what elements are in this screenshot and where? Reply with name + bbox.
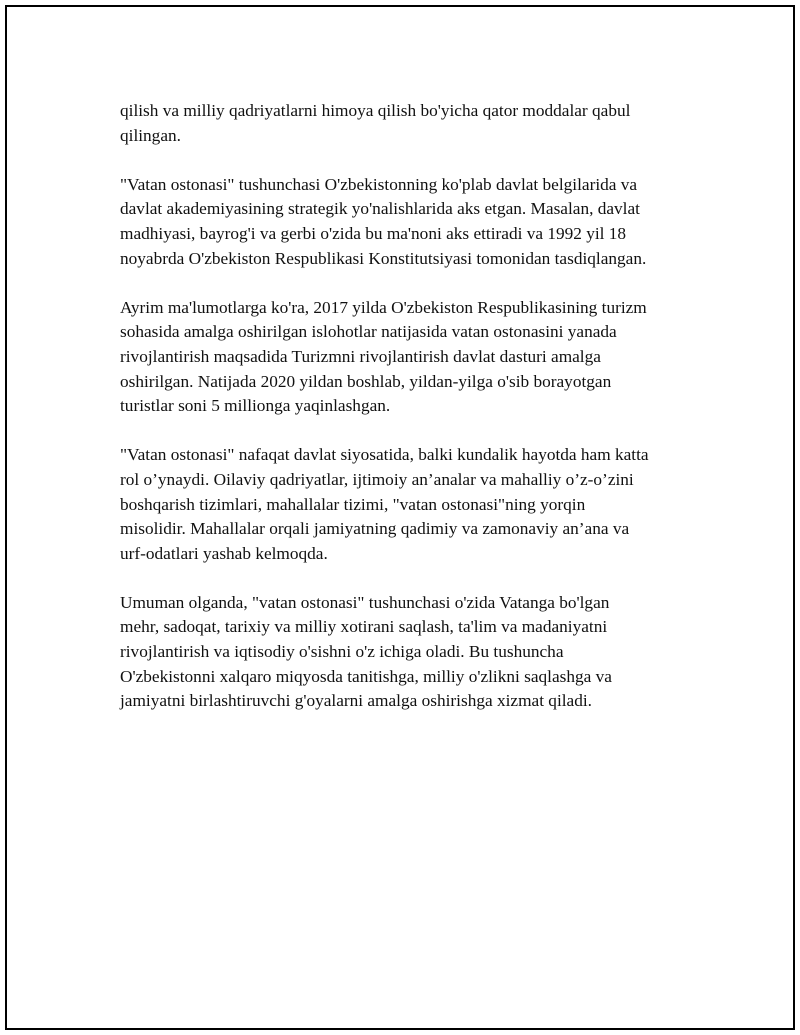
paragraph-tourism: Ayrim ma'lumotlarga ko'ra, 2017 yilda O'zbekiston Respublikasining turizm sohasida amalga oshirilgan islohotlar natijasida vatan ostonasini yanada rivojlantirish maqsadida Turizmni rivojlantirish davlat dasturi amalga oshirilgan. Natijada 2020 yildan boshlab, yildan-yilga o'sib borayotgan turistlar soni 5 millionga yaqinlashgan. <box>120 297 647 416</box>
paragraph-continuation: qilish va milliy qadriyatlarni himoya qilish bo'yicha qator moddalar qabul qilingan. <box>120 101 631 145</box>
paragraph-national-symbols: "Vatan ostonasi" tushunchasi O'zbekistonning ko'plab davlat belgilarida va davlat akademiyasining strategik yo'nalishlarida aks etgan. Masalan, davlat madhiyasi, bayrog'i va gerbi o'zida bu ma'noni aks ettiradi va 1992 yil 18 noyabrda O'zbekiston Respublikasi Konstitutsiyasi tomonidan tasdiqlangan. <box>120 174 647 268</box>
page-frame <box>5 5 795 1030</box>
page-content <box>120 99 710 738</box>
paragraph-daily-life: "Vatan ostonasi" nafaqat davlat siyosatida, balki kundalik hayotda ham katta rol o’ynaydi. Oilaviy qadriyatlar, ijtimoiy an’analar va mahalliy o’z-o’zini boshqarish tizimlari, mahallalar tizimi, "vatan ostonasi"ning yorqin misolidir. Mahallalar orqali jamiyatning qadimiy va zamonaviy an’ana va urf-odatlari yashab kelmoqda. <box>120 445 649 563</box>
paragraph-conclusion: Umuman olganda, "vatan ostonasi" tushunchasi o'zida Vatanga bo'lgan mehr, sadoqat, tarixiy va milliy xotirani saqlash, ta'lim va madaniyatni rivojlantirish va iqtisodiy o'sishni o'z ichiga oladi. Bu tushuncha O'zbekistonni xalqaro miqyosda tanitishga, milliy o'zlikni saqlashga va jamiyatni birlashtiruvchi g'oyalarni amalga oshirishga xizmat qiladi. <box>120 592 612 711</box>
